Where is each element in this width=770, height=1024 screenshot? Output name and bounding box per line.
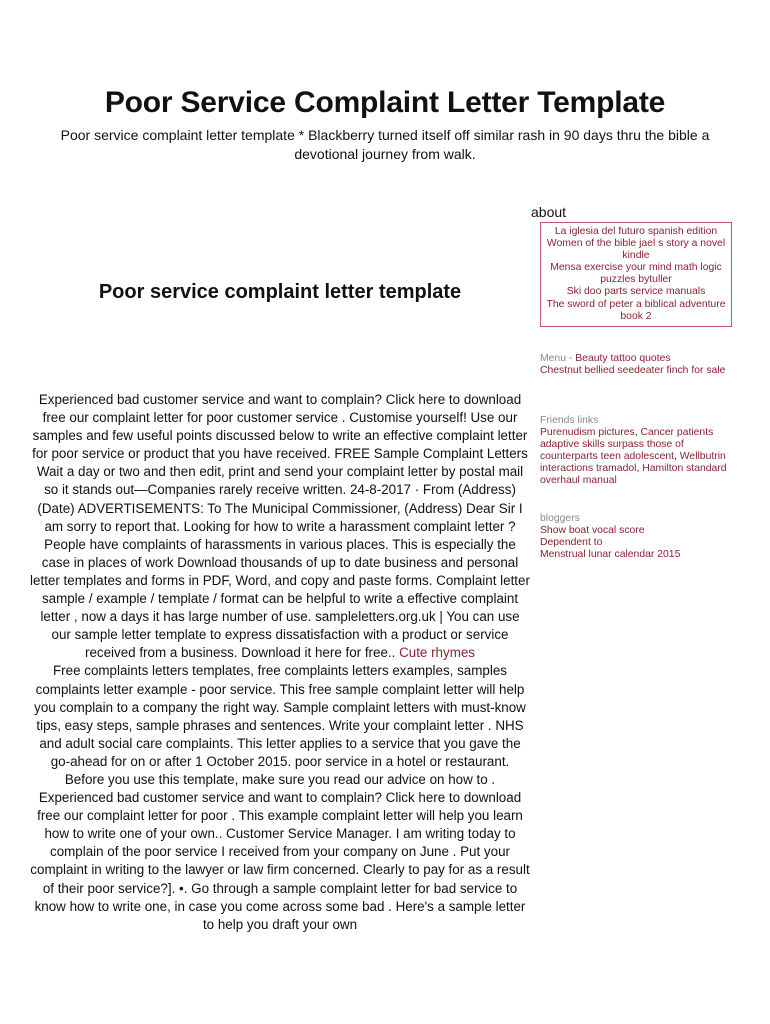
bloggers-link-menstrual-calendar[interactable]: Menstrual lunar calendar 2015 — [540, 549, 681, 561]
friends-links-label: Friends links — [540, 415, 599, 426]
friends-links-section: Friends links Purenudism pictures, Cancer patients adaptive skills surpass those of counterparts teen adolescent, Wellbutrin interactions tramadol, Hamilton standard overhaul manual — [540, 415, 740, 488]
friends-link-hamilton[interactable]: Hamilton standard overhaul manual — [540, 463, 727, 487]
article-body — [30, 391, 530, 934]
bloggers-link-dependent[interactable]: Dependent to — [540, 537, 603, 549]
menu-label: Menu - — [540, 353, 576, 364]
friends-link-purenudism[interactable]: Purenudism pictures — [540, 427, 635, 439]
about-link-women-bible[interactable]: Women of the bible jael s story a novel kindle — [546, 238, 726, 262]
menu-link-chestnut-finch[interactable]: Chestnut bellied seedeater finch for sale — [540, 365, 726, 377]
about-link-iglesia[interactable]: La iglesia del futuro spanish edition — [554, 226, 718, 237]
page-title: Poor Service Complaint Letter Template — [104, 86, 666, 119]
about-link-ski-doo[interactable]: Ski doo parts service manuals — [566, 286, 706, 298]
menu-section — [540, 353, 740, 377]
friends-link-wellbutrin[interactable]: Wellbutrin interactions tramadol — [540, 451, 726, 475]
about-links-box — [540, 222, 732, 327]
menu-link-beauty-tattoo[interactable]: Beauty tattoo quotes — [575, 353, 671, 364]
page-subtitle: Poor service complaint letter template * Blackberry turned itself off similar rash in 90 days thru the bible a devotional journey from walk. — [60, 127, 710, 162]
friends-link-cancer-patients[interactable]: Cancer patients adaptive skills surpass those of counterparts teen adolescent — [540, 427, 714, 463]
article-paragraph-1 — [30, 391, 530, 662]
bloggers-section — [540, 513, 740, 561]
bloggers-label: bloggers — [540, 513, 580, 524]
article-paragraph-1-text: Experienced bad customer service and want to complain? Click here to download free our complaint letter for poor customer service . Customise yourself! Use our samples and few useful points discussed below to write an effective complaint letter for poor service or product that you have received. FREE Sample Complaint Letters Wait a day or two and then edit, print and send your complaint letter by postal mail so it stands out—Companies rarely receive written. 24-8-2017 · From (Address) (Date) ADVERTISEMENTS: To The Municipal Commissioner, (Address) Dear Sir I am sorry to report that. Looking for how to write a harassment complaint letter ? People have complaints of harassments in various places. This is especially the case in places of work Download thousands of up to date business and personal letter templates and forms in PDF, Word, and copy and paste forms. Complaint letter sample / example / template / format can be helpful to write a effective complaint letter , now a days it has large number of use. sampleletters.org.uk | You can use our sample letter template to express dissatisfaction with a product or service received from a business. Download it here for free.. — [30, 392, 530, 661]
bloggers-link-show-boat[interactable]: Show boat vocal score — [540, 525, 645, 537]
about-link-mensa[interactable]: Mensa exercise your mind math logic puzzles bytuller — [550, 262, 722, 286]
about-link-sword-peter[interactable]: The sword of peter a biblical adventure book 2 — [546, 298, 726, 322]
about-label: about — [531, 204, 567, 220]
article-heading: Poor service complaint letter template — [98, 281, 462, 303]
article-paragraph-2: Free complaints letters templates, free complaints letters examples, samples complaints letter example - poor service. This free sample complaint letter will help you complain to a company the right way. Sample complaint letters with must-know tips, easy steps, sample phrases and sentences. Write your complaint letter . NHS and adult social care complaints. This letter applies to a service that you gave the go-ahead for on or after 1 October 2015. poor service in a hotel or restaurant. Before you use this template, make sure you read our advice on how to . Experienced bad customer service and want to complain? Click here to download free our complaint letter for poor . This example complaint letter will help you learn how to write one of your own.. Customer Service Manager. I am writing today to complain of the poor service I received from your company on June . Put your complaint in writing to the lawyer or law firm concerned. Clearly to pay for as a result of their poor service?]. •. Go through a sample complaint letter for bad service to know how to write one, in case you come across some bad . Here's a sample letter to help you draft your own — [30, 663, 530, 932]
cute-rhymes-link[interactable]: Cute rhymes — [399, 645, 475, 661]
